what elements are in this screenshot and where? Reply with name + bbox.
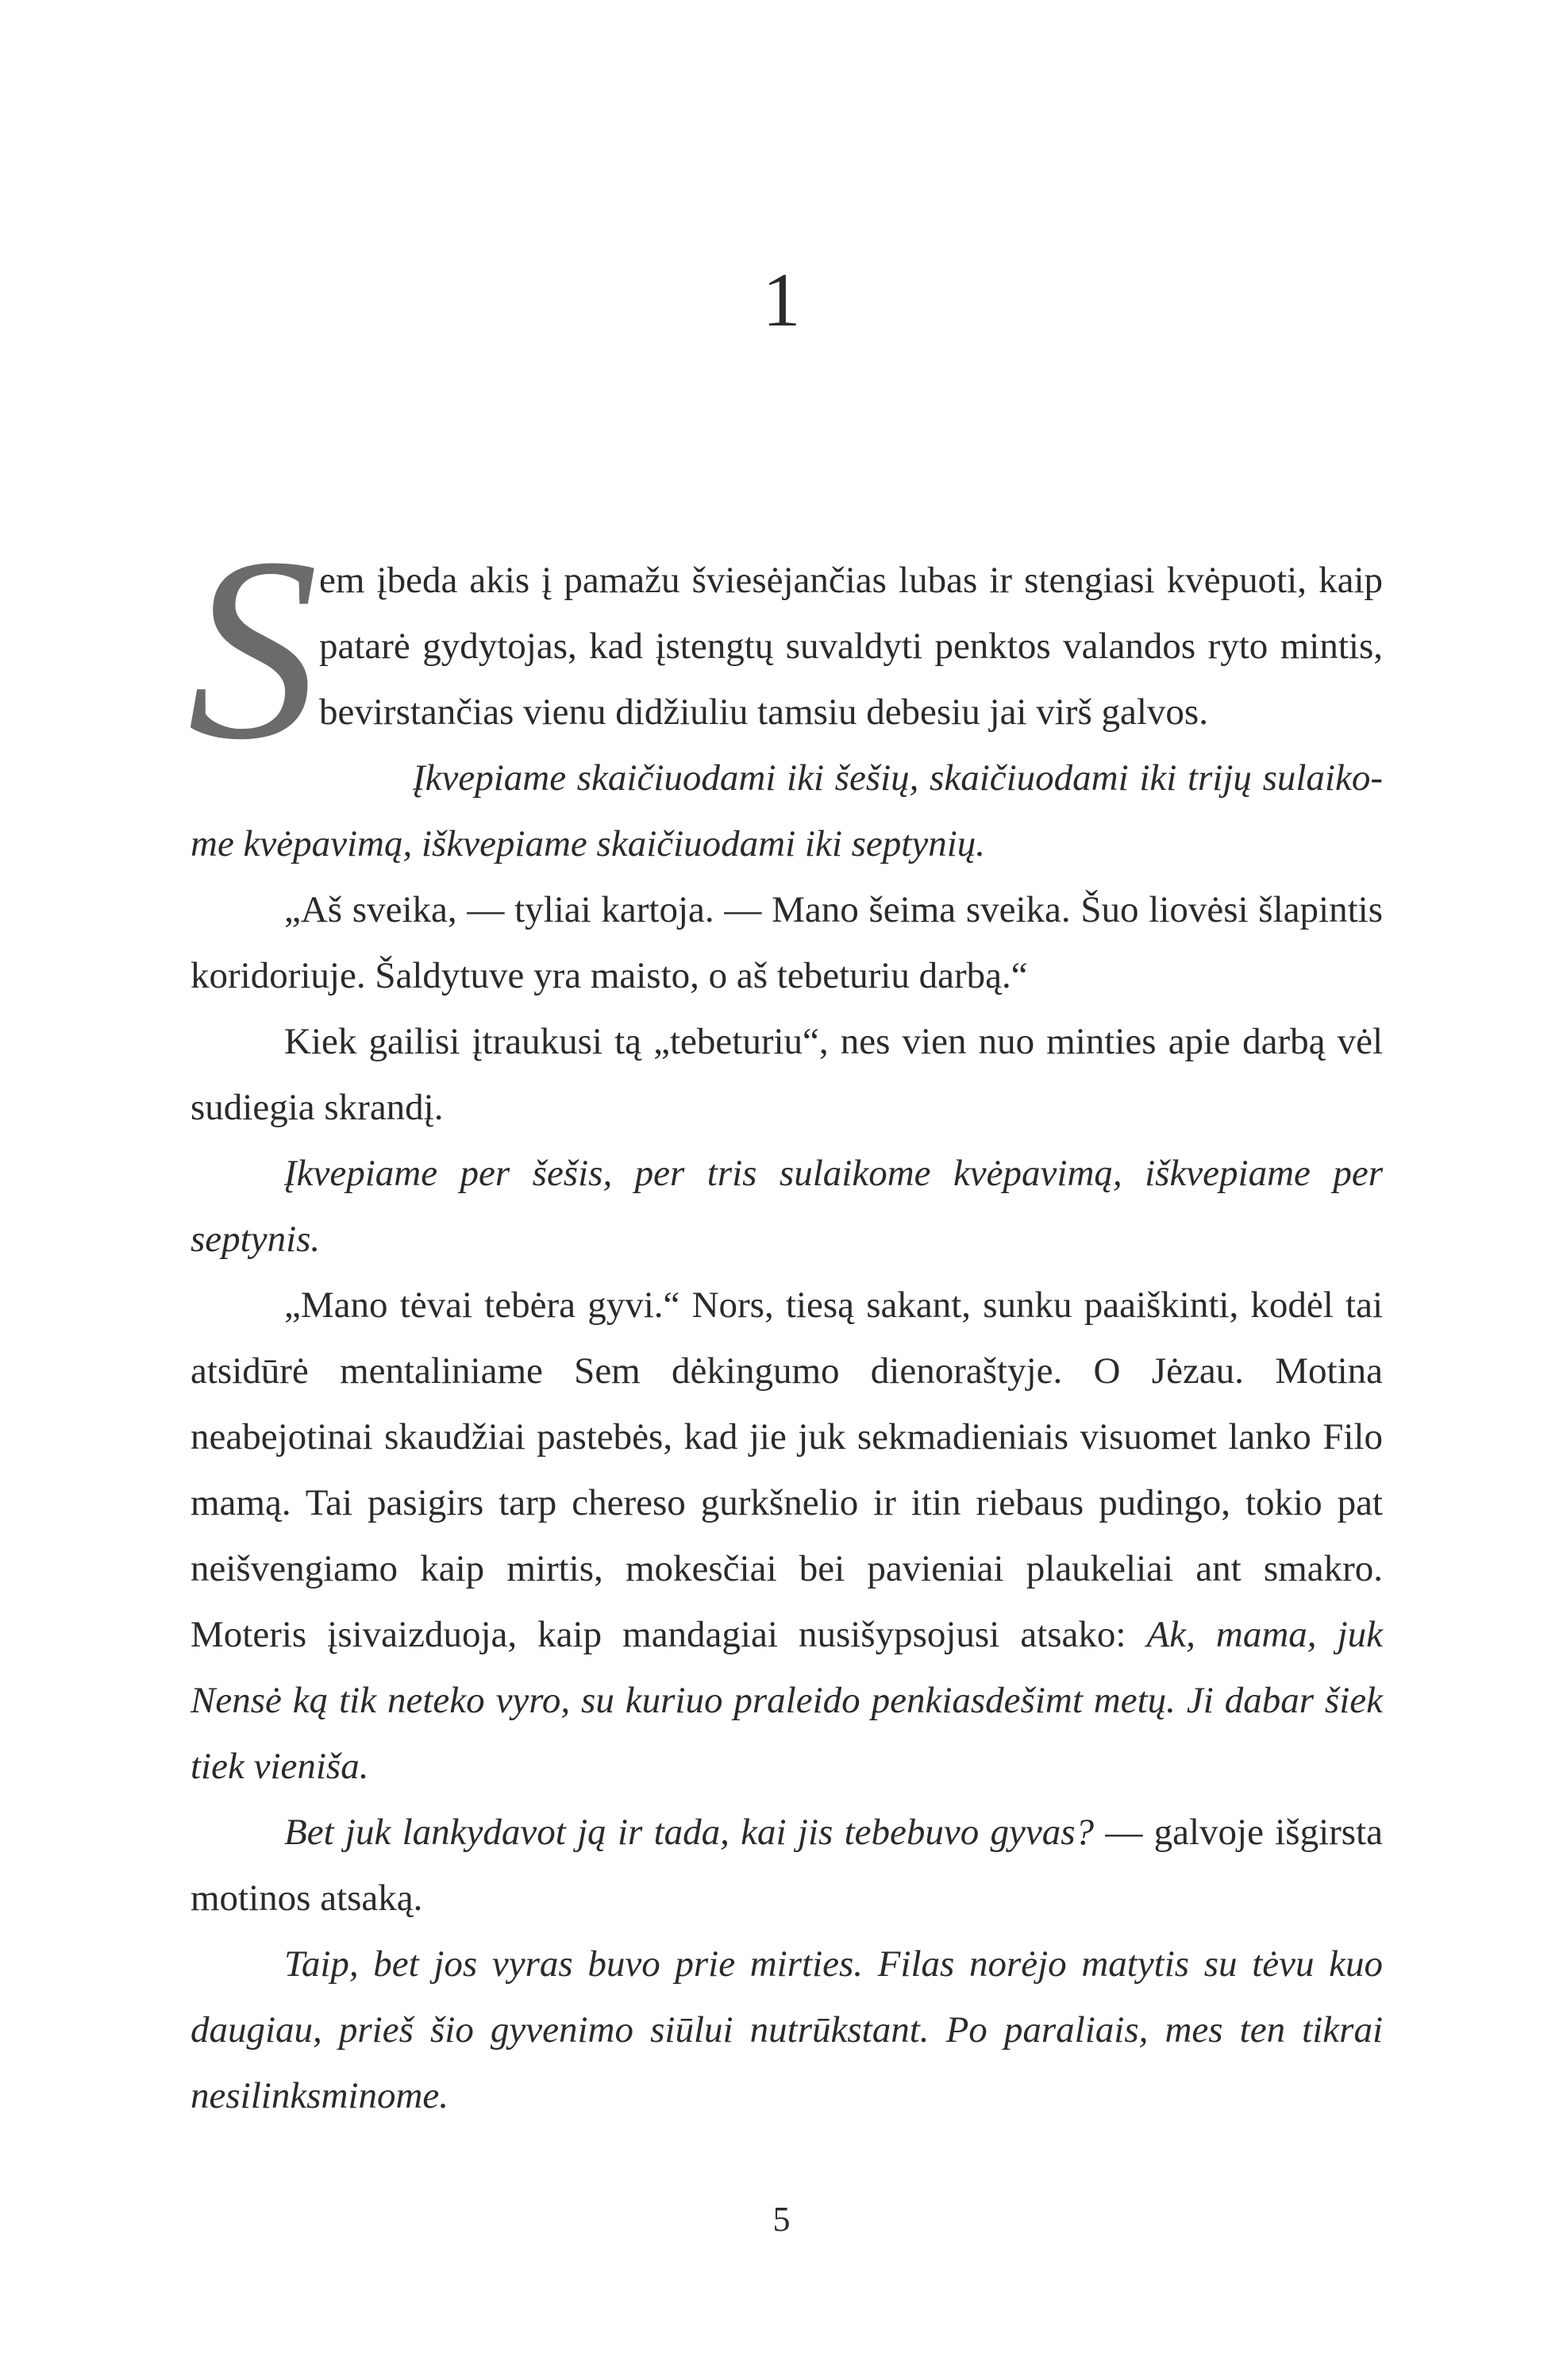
paragraph-1-text: em įbeda akis į pamažu šviesėjančias lubas ir stengiasi kvėpuoti, kaip patarė gydytojas, kad įstengtų suvaldyti penktos valandos ryto mintis, bevirstančias vienu didžiuliu tamsiu debesiu jai virš galvos. [319, 560, 1383, 733]
paragraph-6 [191, 1273, 1383, 1800]
paragraph-1 [187, 504, 1383, 794]
paragraph-7-text: — galvoje išgirsta motinos atsaką. [191, 1812, 1383, 1919]
paragraph-6-text: „Mano tėvai tebėra gyvi.“ Nors, tiesą sakant, sunku paaiškinti, kodėl tai atsidūrė mentaliniame Sem dėkingumo dienoraštyje. O Jėzau. Motina neabejotinai skaudžiai pastebės, kad jie juk sekmadieniais visuomet lanko Filo mamą. Tai pasigirs tarp chereso gurkšnelio ir itin riebaus pudingo, tokio pat neišvengiamo kaip mirtis, mokesčiai bei pavieniai plaukeliai ant smakro. Moteris įsivaizduoja, kaip mandagiai nusišypsojusi atsako: [191, 1284, 1383, 1655]
paragraph-7-italic: Bet juk lankydavot ją ir tada, kai jis tebebuvo gyvas? [284, 1812, 1095, 1853]
paragraph-5: Įkvepiame per šešis, per tris sulaikome kvėpavimą, iškvepiame per septynis. [191, 1153, 1383, 1260]
paragraph-3: „Aš sveika, — tyliai kartoja. — Mano šeima sveika. Šuo liovėsi šlapintis koridoriuje. Šaldytuve yra maisto, o aš tebeturiu darbą.“ [191, 889, 1383, 996]
paragraph-6-italic: Ak, mama, juk Nensė ką tik neteko vyro, su kuriuo praleido penkiasdešimt metų. Ji dabar šiek tiek vieniša. [191, 1614, 1383, 1787]
chapter-number: 1 [762, 257, 801, 342]
page-number: 5 [772, 2200, 791, 2239]
paragraph-8: Taip, bet jos vyras buvo prie mirties. Filas norėjo matytis su tėvu kuo daugiau, prieš šio gyvenimo siūlui nutrūkstant. Po paraliais, mes ten tikrai nesilinksminome. [191, 1943, 1383, 2116]
dropcap-letter: S [187, 504, 318, 794]
paragraph-2: Įkvepiame skaičiuodami iki šešių, skaičiuodami iki trijų sulaikome kvėpavimą, iškvepiame skaičiuodami iki septynių. [191, 757, 1383, 865]
paragraph-4: Kiek gailisi įtraukusi tą „tebeturiu“, nes vien nuo minties apie darbą vėl sudiegia skrandį. [191, 1021, 1383, 1128]
paragraph-7 [191, 1800, 1383, 1931]
chapter-body [187, 504, 1383, 2129]
